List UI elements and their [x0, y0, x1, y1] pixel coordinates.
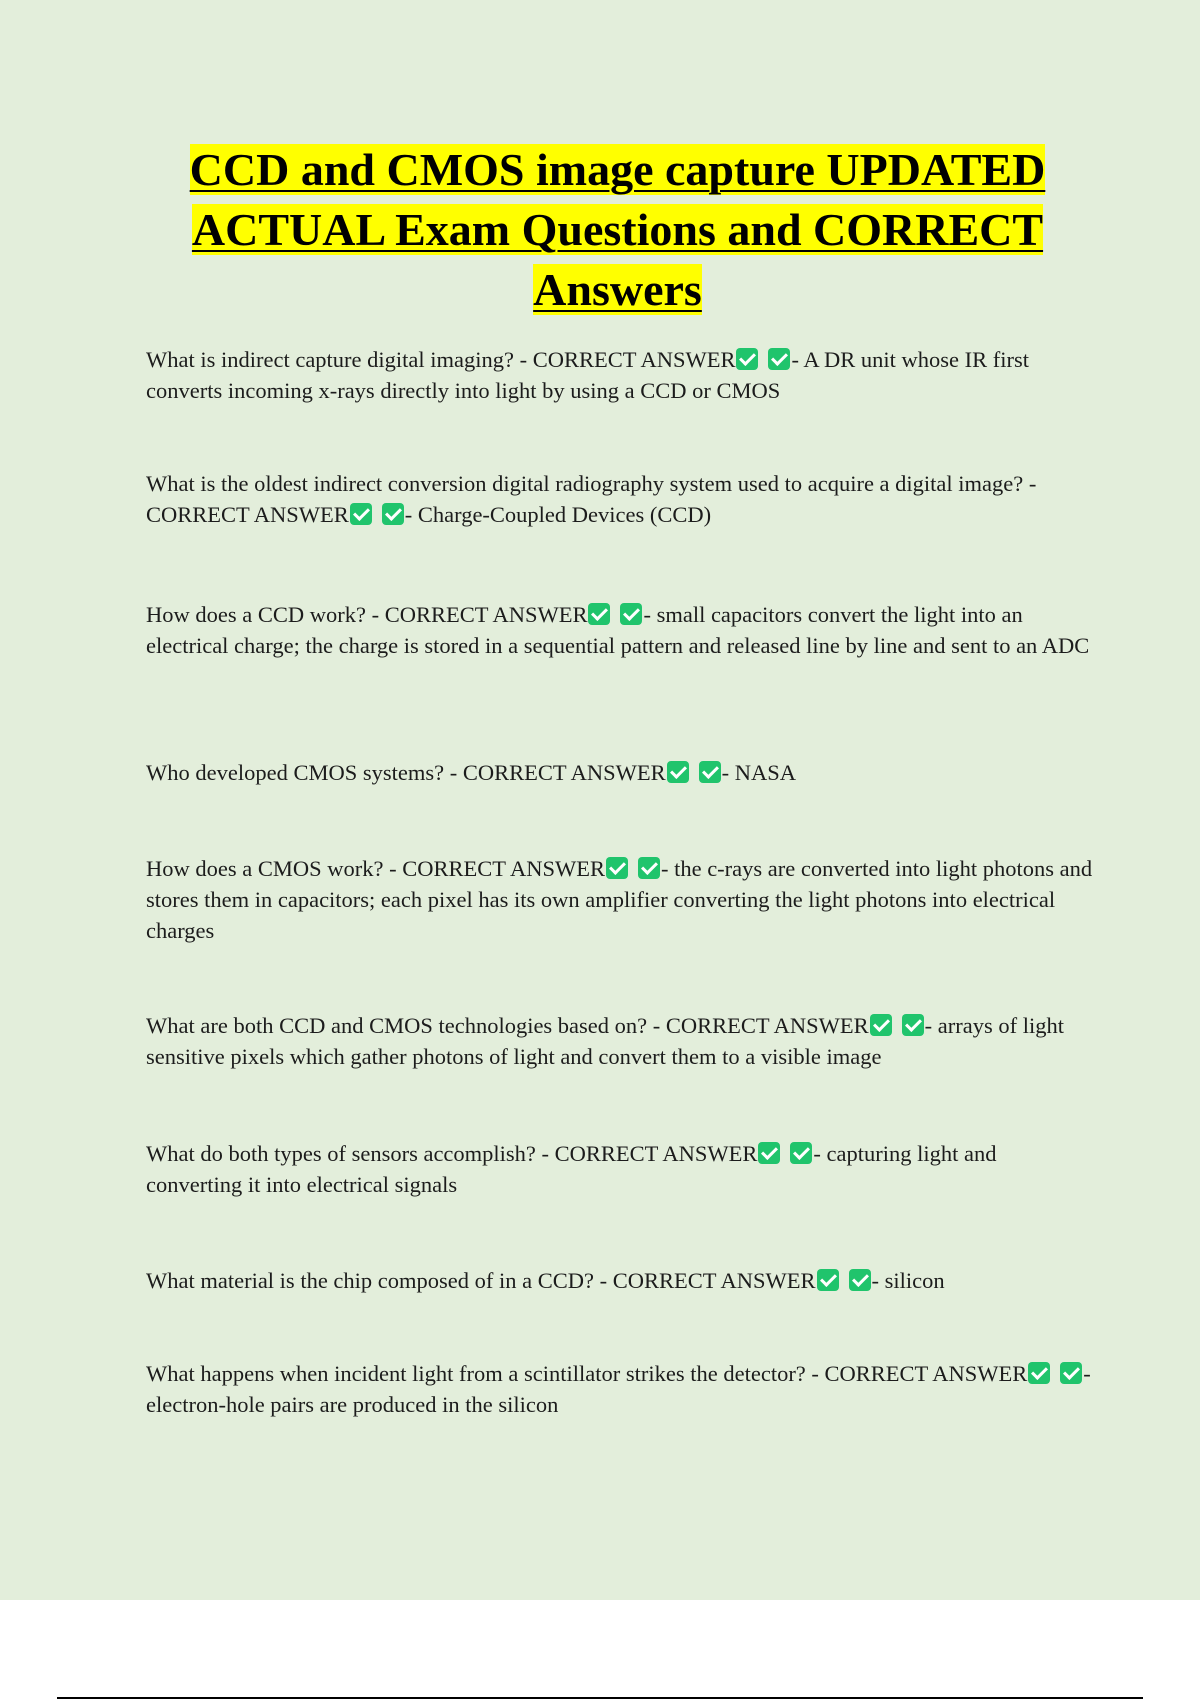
- check-box-icon: [870, 1014, 892, 1036]
- document-title-text: CCD and CMOS image capture UPDATED ACTUAL Exam Questions and CORRECT Answers: [189, 144, 1046, 315]
- correct-answer-marker: - CORRECT ANSWER: [449, 760, 666, 785]
- correct-answer-marker: - CORRECT ANSWER: [811, 1361, 1028, 1386]
- check-box-icon: [736, 348, 758, 370]
- check-box-icon: [790, 1142, 812, 1164]
- correct-answer-marker: - CORRECT ANSWER: [389, 856, 605, 881]
- check-box-icon: [902, 1014, 924, 1036]
- check-box-icon: [667, 761, 689, 783]
- question-text: What happens when incident light from a scintillator strikes the detector?: [146, 1361, 806, 1386]
- qa-item-5: [146, 853, 1096, 946]
- correct-answer-marker: - CORRECT ANSWER: [519, 347, 736, 372]
- question-text: What is the oldest indirect conversion digital radiography system used to acquire a digital image?: [146, 471, 1024, 496]
- qa-item-7: [146, 1138, 1096, 1200]
- answer-text: - arrays of light sensitive pixels which gather photons of light and convert them to a visible image: [146, 1013, 1064, 1069]
- qa-item-4: [146, 757, 1096, 788]
- answer-text: - electron-hole pairs are produced in the silicon: [146, 1361, 1091, 1417]
- check-box-icon: [382, 503, 404, 525]
- correct-answer-marker: - CORRECT ANSWER: [146, 471, 1037, 527]
- answer-text: - capturing light and converting it into electrical signals: [146, 1141, 997, 1197]
- question-text: What is indirect capture digital imaging?: [146, 347, 514, 372]
- check-box-icon: [588, 603, 610, 625]
- question-text: How does a CCD work?: [146, 602, 366, 627]
- check-box-icon: [350, 503, 372, 525]
- correct-answer-marker: - CORRECT ANSWER: [599, 1268, 816, 1293]
- question-text: How does a CMOS work?: [146, 856, 384, 881]
- question-text: What material is the chip composed of in a CCD?: [146, 1268, 595, 1293]
- answer-text: - NASA: [721, 760, 796, 785]
- document-title: [130, 140, 1105, 320]
- correct-answer-marker: - CORRECT ANSWER: [371, 602, 588, 627]
- qa-item-3: [146, 599, 1096, 661]
- check-box-icon: [1060, 1362, 1082, 1384]
- qa-item-6: [146, 1010, 1096, 1072]
- check-box-icon: [768, 348, 790, 370]
- answer-text: - the c-rays are converted into light photons and stores them in capacitors; each pixel has its own amplifier converting the light photons into electrical charges: [146, 856, 1093, 943]
- question-text: What do both types of sensors accomplish?: [146, 1141, 536, 1166]
- check-box-icon: [606, 857, 628, 879]
- qa-item-9: [146, 1358, 1096, 1420]
- correct-answer-marker: - CORRECT ANSWER: [541, 1141, 758, 1166]
- check-box-icon: [817, 1269, 839, 1291]
- qa-item-2: [146, 468, 1096, 530]
- answer-text: - silicon: [871, 1268, 945, 1293]
- footer-divider: [57, 1697, 1143, 1699]
- check-box-icon: [699, 761, 721, 783]
- check-box-icon: [758, 1142, 780, 1164]
- answer-text: - Charge-Coupled Devices (CCD): [404, 502, 712, 527]
- answer-text: - small capacitors convert the light into an electrical charge; the charge is stored in a sequential pattern and released line by line and sent to an ADC: [146, 602, 1090, 658]
- check-box-icon: [1028, 1362, 1050, 1384]
- qa-item-1: [146, 344, 1096, 406]
- title-block: [130, 140, 1105, 320]
- answer-text: - A DR unit whose IR first converts incoming x-rays directly into light by using a CCD or CMOS: [146, 347, 1029, 403]
- question-text: Who developed CMOS systems?: [146, 760, 445, 785]
- qa-item-8: [146, 1265, 1096, 1296]
- check-box-icon: [620, 603, 642, 625]
- correct-answer-marker: - CORRECT ANSWER: [652, 1013, 869, 1038]
- question-text: What are both CCD and CMOS technologies based on?: [146, 1013, 648, 1038]
- check-box-icon: [638, 857, 660, 879]
- check-box-icon: [849, 1269, 871, 1291]
